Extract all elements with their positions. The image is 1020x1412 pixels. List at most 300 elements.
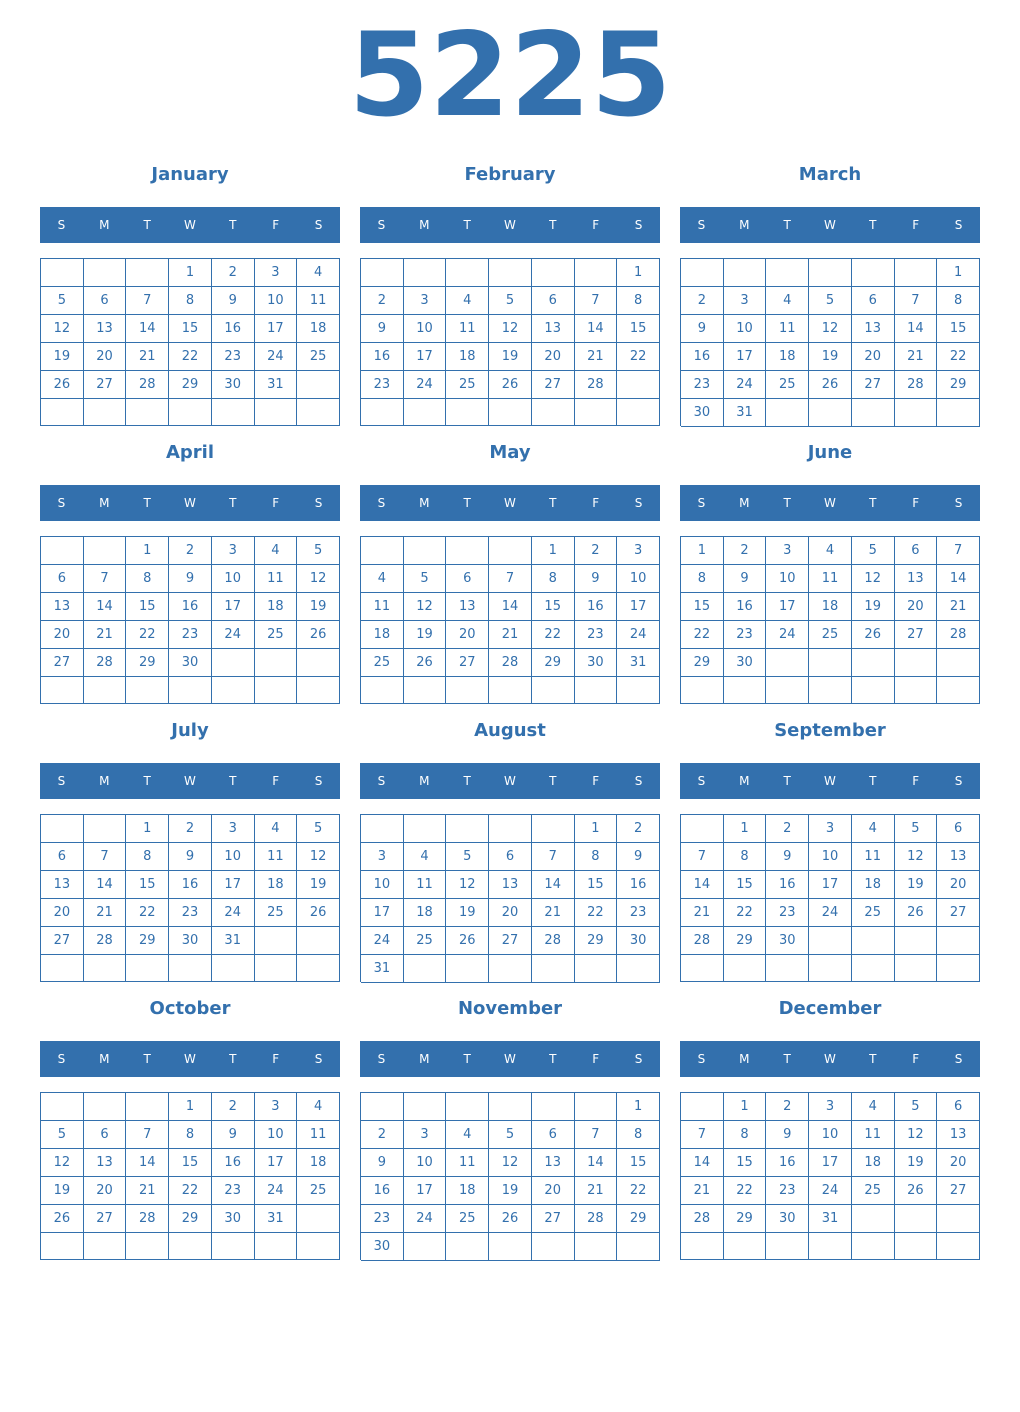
day-cell[interactable]: 2 — [766, 1093, 809, 1121]
day-cell[interactable]: 28 — [895, 371, 938, 399]
day-cell[interactable]: 28 — [489, 649, 532, 677]
day-cell[interactable]: 29 — [724, 927, 767, 955]
day-cell[interactable]: 12 — [809, 315, 852, 343]
day-cell[interactable]: 31 — [255, 1205, 298, 1233]
day-cell[interactable]: 29 — [169, 371, 212, 399]
day-cell[interactable]: 24 — [724, 371, 767, 399]
day-cell[interactable]: 21 — [575, 1177, 618, 1205]
day-cell[interactable]: 13 — [489, 871, 532, 899]
day-cell[interactable]: 5 — [895, 815, 938, 843]
day-cell[interactable]: 1 — [169, 1093, 212, 1121]
day-cell[interactable]: 9 — [169, 565, 212, 593]
day-cell[interactable]: 7 — [895, 287, 938, 315]
day-cell[interactable]: 26 — [297, 621, 340, 649]
day-cell[interactable]: 18 — [446, 343, 489, 371]
day-cell[interactable]: 9 — [766, 843, 809, 871]
day-cell[interactable]: 5 — [852, 537, 895, 565]
day-cell[interactable]: 20 — [41, 621, 84, 649]
day-cell[interactable]: 9 — [212, 287, 255, 315]
day-cell[interactable]: 17 — [404, 343, 447, 371]
day-cell[interactable]: 20 — [41, 899, 84, 927]
day-cell[interactable]: 15 — [937, 315, 980, 343]
day-cell[interactable]: 27 — [84, 371, 127, 399]
day-cell[interactable]: 20 — [895, 593, 938, 621]
day-cell[interactable]: 23 — [212, 343, 255, 371]
day-cell[interactable]: 16 — [212, 315, 255, 343]
day-cell[interactable]: 10 — [212, 843, 255, 871]
day-cell[interactable]: 11 — [255, 565, 298, 593]
day-cell[interactable]: 15 — [126, 871, 169, 899]
day-cell[interactable]: 21 — [84, 899, 127, 927]
day-cell[interactable]: 11 — [297, 1121, 340, 1149]
day-cell[interactable]: 23 — [724, 621, 767, 649]
day-cell[interactable]: 16 — [361, 1177, 404, 1205]
day-cell[interactable]: 15 — [126, 593, 169, 621]
day-cell[interactable]: 8 — [937, 287, 980, 315]
day-cell[interactable]: 1 — [937, 259, 980, 287]
day-cell[interactable]: 21 — [126, 343, 169, 371]
day-cell[interactable]: 19 — [895, 871, 938, 899]
day-cell[interactable]: 28 — [126, 1205, 169, 1233]
day-cell[interactable]: 23 — [361, 1205, 404, 1233]
day-cell[interactable]: 16 — [169, 593, 212, 621]
day-cell[interactable]: 24 — [809, 899, 852, 927]
day-cell[interactable]: 10 — [766, 565, 809, 593]
day-cell[interactable]: 16 — [681, 343, 724, 371]
day-cell[interactable]: 27 — [937, 899, 980, 927]
day-cell[interactable]: 14 — [937, 565, 980, 593]
day-cell[interactable]: 20 — [937, 871, 980, 899]
day-cell[interactable]: 11 — [766, 315, 809, 343]
day-cell[interactable]: 20 — [532, 1177, 575, 1205]
day-cell[interactable]: 21 — [937, 593, 980, 621]
day-cell[interactable]: 12 — [404, 593, 447, 621]
day-cell[interactable]: 10 — [255, 1121, 298, 1149]
day-cell[interactable]: 14 — [681, 871, 724, 899]
day-cell[interactable]: 1 — [617, 1093, 660, 1121]
day-cell[interactable]: 6 — [41, 565, 84, 593]
day-cell[interactable]: 1 — [126, 537, 169, 565]
day-cell[interactable]: 23 — [681, 371, 724, 399]
day-cell[interactable]: 14 — [84, 593, 127, 621]
day-cell[interactable]: 5 — [895, 1093, 938, 1121]
day-cell[interactable]: 19 — [852, 593, 895, 621]
day-cell[interactable]: 22 — [126, 899, 169, 927]
day-cell[interactable]: 13 — [852, 315, 895, 343]
day-cell[interactable]: 27 — [532, 371, 575, 399]
day-cell[interactable]: 14 — [575, 315, 618, 343]
day-cell[interactable]: 2 — [681, 287, 724, 315]
day-cell[interactable]: 3 — [617, 537, 660, 565]
day-cell[interactable]: 11 — [255, 843, 298, 871]
day-cell[interactable]: 17 — [766, 593, 809, 621]
day-cell[interactable]: 9 — [724, 565, 767, 593]
day-cell[interactable]: 25 — [766, 371, 809, 399]
day-cell[interactable]: 30 — [766, 927, 809, 955]
day-cell[interactable]: 20 — [852, 343, 895, 371]
day-cell[interactable]: 24 — [212, 899, 255, 927]
day-cell[interactable]: 1 — [126, 815, 169, 843]
day-cell[interactable]: 17 — [809, 1149, 852, 1177]
day-cell[interactable]: 12 — [895, 843, 938, 871]
day-cell[interactable]: 6 — [532, 1121, 575, 1149]
day-cell[interactable]: 23 — [766, 1177, 809, 1205]
day-cell[interactable]: 26 — [489, 1205, 532, 1233]
day-cell[interactable]: 2 — [766, 815, 809, 843]
day-cell[interactable]: 19 — [895, 1149, 938, 1177]
day-cell[interactable]: 14 — [681, 1149, 724, 1177]
day-cell[interactable]: 21 — [489, 621, 532, 649]
day-cell[interactable]: 2 — [169, 537, 212, 565]
day-cell[interactable]: 1 — [169, 259, 212, 287]
day-cell[interactable]: 27 — [41, 649, 84, 677]
day-cell[interactable]: 17 — [724, 343, 767, 371]
day-cell[interactable]: 25 — [255, 899, 298, 927]
day-cell[interactable]: 3 — [404, 287, 447, 315]
day-cell[interactable]: 8 — [681, 565, 724, 593]
day-cell[interactable]: 6 — [937, 1093, 980, 1121]
day-cell[interactable]: 8 — [126, 843, 169, 871]
day-cell[interactable]: 31 — [361, 955, 404, 983]
day-cell[interactable]: 16 — [766, 871, 809, 899]
day-cell[interactable]: 18 — [404, 899, 447, 927]
day-cell[interactable]: 16 — [212, 1149, 255, 1177]
day-cell[interactable]: 13 — [532, 315, 575, 343]
day-cell[interactable]: 21 — [895, 343, 938, 371]
day-cell[interactable]: 5 — [489, 287, 532, 315]
day-cell[interactable]: 3 — [809, 1093, 852, 1121]
day-cell[interactable]: 29 — [681, 649, 724, 677]
day-cell[interactable]: 4 — [446, 287, 489, 315]
day-cell[interactable]: 6 — [852, 287, 895, 315]
day-cell[interactable]: 11 — [361, 593, 404, 621]
day-cell[interactable]: 22 — [937, 343, 980, 371]
day-cell[interactable]: 25 — [446, 1205, 489, 1233]
day-cell[interactable]: 15 — [617, 315, 660, 343]
day-cell[interactable]: 22 — [617, 1177, 660, 1205]
day-cell[interactable]: 2 — [212, 1093, 255, 1121]
day-cell[interactable]: 28 — [575, 371, 618, 399]
day-cell[interactable]: 3 — [809, 815, 852, 843]
day-cell[interactable]: 10 — [404, 315, 447, 343]
day-cell[interactable]: 4 — [809, 537, 852, 565]
day-cell[interactable]: 31 — [212, 927, 255, 955]
day-cell[interactable]: 30 — [724, 649, 767, 677]
day-cell[interactable]: 4 — [852, 1093, 895, 1121]
day-cell[interactable]: 14 — [532, 871, 575, 899]
day-cell[interactable]: 5 — [809, 287, 852, 315]
day-cell[interactable]: 3 — [724, 287, 767, 315]
day-cell[interactable]: 12 — [41, 1149, 84, 1177]
day-cell[interactable]: 24 — [809, 1177, 852, 1205]
day-cell[interactable]: 28 — [532, 927, 575, 955]
day-cell[interactable]: 4 — [852, 815, 895, 843]
day-cell[interactable]: 4 — [766, 287, 809, 315]
day-cell[interactable]: 7 — [489, 565, 532, 593]
day-cell[interactable]: 14 — [126, 315, 169, 343]
day-cell[interactable]: 13 — [84, 1149, 127, 1177]
day-cell[interactable]: 8 — [724, 843, 767, 871]
day-cell[interactable]: 22 — [617, 343, 660, 371]
day-cell[interactable]: 19 — [489, 1177, 532, 1205]
day-cell[interactable]: 3 — [255, 1093, 298, 1121]
day-cell[interactable]: 11 — [297, 287, 340, 315]
day-cell[interactable]: 3 — [212, 815, 255, 843]
day-cell[interactable]: 6 — [446, 565, 489, 593]
day-cell[interactable]: 18 — [852, 871, 895, 899]
day-cell[interactable]: 25 — [852, 899, 895, 927]
day-cell[interactable]: 26 — [895, 1177, 938, 1205]
day-cell[interactable]: 15 — [681, 593, 724, 621]
day-cell[interactable]: 14 — [126, 1149, 169, 1177]
day-cell[interactable]: 9 — [169, 843, 212, 871]
day-cell[interactable]: 25 — [297, 343, 340, 371]
day-cell[interactable]: 28 — [681, 1205, 724, 1233]
day-cell[interactable]: 17 — [255, 315, 298, 343]
day-cell[interactable]: 9 — [681, 315, 724, 343]
day-cell[interactable]: 31 — [724, 399, 767, 427]
day-cell[interactable]: 21 — [126, 1177, 169, 1205]
day-cell[interactable]: 22 — [724, 1177, 767, 1205]
day-cell[interactable]: 1 — [532, 537, 575, 565]
day-cell[interactable]: 27 — [41, 927, 84, 955]
day-cell[interactable]: 10 — [617, 565, 660, 593]
day-cell[interactable]: 10 — [361, 871, 404, 899]
day-cell[interactable]: 7 — [575, 1121, 618, 1149]
day-cell[interactable]: 7 — [681, 1121, 724, 1149]
day-cell[interactable]: 26 — [489, 371, 532, 399]
day-cell[interactable]: 26 — [895, 899, 938, 927]
day-cell[interactable]: 2 — [169, 815, 212, 843]
day-cell[interactable]: 23 — [575, 621, 618, 649]
day-cell[interactable]: 15 — [169, 315, 212, 343]
day-cell[interactable]: 28 — [937, 621, 980, 649]
day-cell[interactable]: 3 — [766, 537, 809, 565]
day-cell[interactable]: 30 — [617, 927, 660, 955]
day-cell[interactable]: 17 — [404, 1177, 447, 1205]
day-cell[interactable]: 20 — [84, 1177, 127, 1205]
day-cell[interactable]: 19 — [41, 343, 84, 371]
day-cell[interactable]: 22 — [169, 1177, 212, 1205]
day-cell[interactable]: 7 — [126, 1121, 169, 1149]
day-cell[interactable]: 5 — [446, 843, 489, 871]
day-cell[interactable]: 27 — [852, 371, 895, 399]
day-cell[interactable]: 28 — [681, 927, 724, 955]
day-cell[interactable]: 12 — [895, 1121, 938, 1149]
day-cell[interactable]: 1 — [617, 259, 660, 287]
day-cell[interactable]: 15 — [169, 1149, 212, 1177]
day-cell[interactable]: 9 — [361, 315, 404, 343]
day-cell[interactable]: 11 — [446, 315, 489, 343]
day-cell[interactable]: 14 — [895, 315, 938, 343]
day-cell[interactable]: 20 — [937, 1149, 980, 1177]
day-cell[interactable]: 15 — [617, 1149, 660, 1177]
day-cell[interactable]: 18 — [809, 593, 852, 621]
day-cell[interactable]: 24 — [255, 1177, 298, 1205]
day-cell[interactable]: 30 — [169, 649, 212, 677]
day-cell[interactable]: 25 — [255, 621, 298, 649]
day-cell[interactable]: 31 — [809, 1205, 852, 1233]
day-cell[interactable]: 5 — [41, 1121, 84, 1149]
day-cell[interactable]: 12 — [297, 565, 340, 593]
day-cell[interactable]: 27 — [446, 649, 489, 677]
day-cell[interactable]: 10 — [255, 287, 298, 315]
day-cell[interactable]: 19 — [297, 871, 340, 899]
day-cell[interactable]: 25 — [297, 1177, 340, 1205]
day-cell[interactable]: 17 — [212, 871, 255, 899]
day-cell[interactable]: 19 — [41, 1177, 84, 1205]
day-cell[interactable]: 25 — [404, 927, 447, 955]
day-cell[interactable]: 9 — [361, 1149, 404, 1177]
day-cell[interactable]: 13 — [41, 871, 84, 899]
day-cell[interactable]: 28 — [126, 371, 169, 399]
day-cell[interactable]: 29 — [532, 649, 575, 677]
day-cell[interactable]: 8 — [169, 1121, 212, 1149]
day-cell[interactable]: 26 — [41, 1205, 84, 1233]
day-cell[interactable]: 19 — [446, 899, 489, 927]
day-cell[interactable]: 24 — [212, 621, 255, 649]
day-cell[interactable]: 1 — [681, 537, 724, 565]
day-cell[interactable]: 5 — [489, 1121, 532, 1149]
day-cell[interactable]: 12 — [446, 871, 489, 899]
day-cell[interactable]: 29 — [937, 371, 980, 399]
day-cell[interactable]: 18 — [766, 343, 809, 371]
day-cell[interactable]: 9 — [575, 565, 618, 593]
day-cell[interactable]: 8 — [575, 843, 618, 871]
day-cell[interactable]: 13 — [446, 593, 489, 621]
day-cell[interactable]: 19 — [297, 593, 340, 621]
day-cell[interactable]: 5 — [297, 815, 340, 843]
day-cell[interactable]: 27 — [489, 927, 532, 955]
day-cell[interactable]: 8 — [617, 287, 660, 315]
day-cell[interactable]: 19 — [489, 343, 532, 371]
day-cell[interactable]: 12 — [297, 843, 340, 871]
day-cell[interactable]: 27 — [84, 1205, 127, 1233]
day-cell[interactable]: 25 — [361, 649, 404, 677]
day-cell[interactable]: 2 — [575, 537, 618, 565]
day-cell[interactable]: 4 — [446, 1121, 489, 1149]
day-cell[interactable]: 14 — [575, 1149, 618, 1177]
day-cell[interactable]: 2 — [724, 537, 767, 565]
day-cell[interactable]: 30 — [212, 1205, 255, 1233]
day-cell[interactable]: 25 — [852, 1177, 895, 1205]
day-cell[interactable]: 4 — [297, 1093, 340, 1121]
day-cell[interactable]: 24 — [404, 1205, 447, 1233]
day-cell[interactable]: 23 — [169, 899, 212, 927]
day-cell[interactable]: 3 — [361, 843, 404, 871]
day-cell[interactable]: 22 — [724, 899, 767, 927]
day-cell[interactable]: 4 — [255, 537, 298, 565]
day-cell[interactable]: 17 — [361, 899, 404, 927]
day-cell[interactable]: 26 — [41, 371, 84, 399]
day-cell[interactable]: 13 — [895, 565, 938, 593]
day-cell[interactable]: 21 — [84, 621, 127, 649]
day-cell[interactable]: 23 — [617, 899, 660, 927]
day-cell[interactable]: 25 — [809, 621, 852, 649]
day-cell[interactable]: 7 — [532, 843, 575, 871]
day-cell[interactable]: 11 — [809, 565, 852, 593]
day-cell[interactable]: 21 — [575, 343, 618, 371]
day-cell[interactable]: 26 — [809, 371, 852, 399]
day-cell[interactable]: 29 — [724, 1205, 767, 1233]
day-cell[interactable]: 5 — [404, 565, 447, 593]
day-cell[interactable]: 10 — [809, 1121, 852, 1149]
day-cell[interactable]: 26 — [446, 927, 489, 955]
day-cell[interactable]: 2 — [617, 815, 660, 843]
day-cell[interactable]: 18 — [297, 1149, 340, 1177]
day-cell[interactable]: 4 — [361, 565, 404, 593]
day-cell[interactable]: 17 — [617, 593, 660, 621]
day-cell[interactable]: 6 — [489, 843, 532, 871]
day-cell[interactable]: 13 — [532, 1149, 575, 1177]
day-cell[interactable]: 8 — [126, 565, 169, 593]
day-cell[interactable]: 7 — [84, 565, 127, 593]
day-cell[interactable]: 9 — [617, 843, 660, 871]
day-cell[interactable]: 3 — [212, 537, 255, 565]
day-cell[interactable]: 30 — [575, 649, 618, 677]
day-cell[interactable]: 4 — [297, 259, 340, 287]
day-cell[interactable]: 30 — [361, 1233, 404, 1261]
day-cell[interactable]: 24 — [255, 343, 298, 371]
day-cell[interactable]: 24 — [361, 927, 404, 955]
day-cell[interactable]: 16 — [169, 871, 212, 899]
day-cell[interactable]: 12 — [489, 315, 532, 343]
day-cell[interactable]: 3 — [255, 259, 298, 287]
day-cell[interactable]: 16 — [575, 593, 618, 621]
day-cell[interactable]: 1 — [575, 815, 618, 843]
day-cell[interactable]: 12 — [489, 1149, 532, 1177]
day-cell[interactable]: 21 — [532, 899, 575, 927]
day-cell[interactable]: 1 — [724, 1093, 767, 1121]
day-cell[interactable]: 6 — [41, 843, 84, 871]
day-cell[interactable]: 27 — [937, 1177, 980, 1205]
day-cell[interactable]: 24 — [404, 371, 447, 399]
day-cell[interactable]: 29 — [126, 927, 169, 955]
day-cell[interactable]: 7 — [84, 843, 127, 871]
day-cell[interactable]: 7 — [937, 537, 980, 565]
day-cell[interactable]: 21 — [681, 1177, 724, 1205]
day-cell[interactable]: 2 — [361, 287, 404, 315]
day-cell[interactable]: 18 — [852, 1149, 895, 1177]
day-cell[interactable]: 6 — [532, 287, 575, 315]
day-cell[interactable]: 22 — [681, 621, 724, 649]
day-cell[interactable]: 19 — [809, 343, 852, 371]
day-cell[interactable]: 22 — [575, 899, 618, 927]
day-cell[interactable]: 16 — [766, 1149, 809, 1177]
day-cell[interactable]: 4 — [255, 815, 298, 843]
day-cell[interactable]: 30 — [681, 399, 724, 427]
day-cell[interactable]: 23 — [212, 1177, 255, 1205]
day-cell[interactable]: 10 — [809, 843, 852, 871]
day-cell[interactable]: 8 — [724, 1121, 767, 1149]
day-cell[interactable]: 26 — [852, 621, 895, 649]
day-cell[interactable]: 15 — [724, 871, 767, 899]
day-cell[interactable]: 9 — [212, 1121, 255, 1149]
day-cell[interactable]: 18 — [255, 593, 298, 621]
day-cell[interactable]: 11 — [852, 1121, 895, 1149]
day-cell[interactable]: 20 — [446, 621, 489, 649]
day-cell[interactable]: 22 — [169, 343, 212, 371]
day-cell[interactable]: 4 — [404, 843, 447, 871]
day-cell[interactable]: 23 — [766, 899, 809, 927]
day-cell[interactable]: 14 — [84, 871, 127, 899]
day-cell[interactable]: 6 — [895, 537, 938, 565]
day-cell[interactable]: 6 — [937, 815, 980, 843]
day-cell[interactable]: 16 — [617, 871, 660, 899]
day-cell[interactable]: 1 — [724, 815, 767, 843]
day-cell[interactable]: 20 — [532, 343, 575, 371]
day-cell[interactable]: 2 — [212, 259, 255, 287]
